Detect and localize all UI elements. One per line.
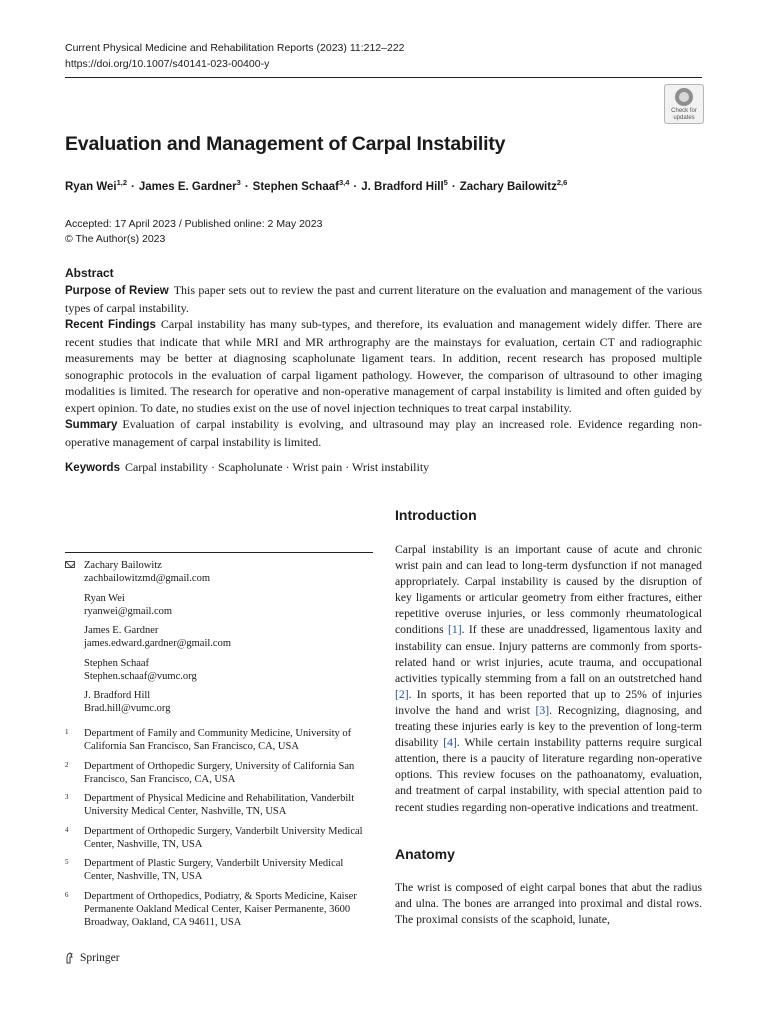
affiliation-item bbox=[65, 792, 375, 818]
affiliation-number: 4 bbox=[65, 825, 69, 834]
affiliation-text: Department of Plastic Surgery, Vanderbilt University Medical Center, Nashville, TN, USA bbox=[84, 858, 344, 882]
author-affiliation-marker: 5 bbox=[443, 178, 448, 187]
correspondence-email[interactable]: Brad.hill@vumc.org bbox=[84, 703, 171, 714]
findings-label: Recent Findings bbox=[65, 319, 156, 331]
correspondence-name: James E. Gardner bbox=[84, 625, 159, 636]
keywords-label: Keywords bbox=[65, 462, 120, 474]
introduction-body: Carpal instability is an important cause of acute and chronic wrist pain and can lead to long-term dysfunction if not managed appropriately. Carpal instability is caused by the disruption of key ligaments or articular geometry from either fractures, either repetitive overuse injuries, or less commonly rheumatological conditions [1]. If these are unaddressed, ligamentous laxity and instability can ensue. Injury patterns are commonly from sports-related hand or wrist injuries, acute trauma, and occupational activities typically stemming from a fall on an outstretched hand [2]. In sports, it has been reported that up to 25% of injuries involve the hand and wrist [3]. Recognizing, diagnosing, and treating these injuries early is key to the prevention of long-term disability [4]. While certain instability patterns require surgical attention, there is a paucity of literature regarding non-operative options. This review focuses on the pathoanatomy, evaluation, and treatment of carpal instability, with special attention paid to recent studies regarding non-operative indications and treatment. bbox=[395, 543, 702, 814]
correspondence-entry bbox=[65, 592, 375, 618]
summary-label: Summary bbox=[65, 419, 118, 431]
keywords-list: Carpal instability · Scapholunate · Wrist pain · Wrist instability bbox=[124, 460, 430, 474]
author-separator: · bbox=[353, 180, 358, 193]
author-name: J. Bradford Hill bbox=[361, 180, 444, 193]
affiliation-item bbox=[65, 890, 375, 929]
abstract-heading: Abstract bbox=[65, 266, 114, 280]
accepted-published-date: Accepted: 17 April 2023 / Published online: 2 May 2023 bbox=[65, 218, 323, 230]
correspondence-email[interactable]: ryanwei@gmail.com bbox=[84, 605, 173, 617]
doi-link[interactable]: https://doi.org/10.1007/s40141-023-00400-y bbox=[65, 58, 270, 70]
author-list bbox=[65, 178, 567, 193]
keywords bbox=[65, 460, 429, 475]
springer-horse-icon bbox=[65, 952, 74, 964]
correspondence-entry bbox=[65, 657, 375, 683]
publisher-name: Springer bbox=[80, 952, 120, 964]
affiliation-text: Department of Orthopedics, Podiatry, & Sports Medicine, Kaiser Permanente Oakland Medical Center, Kaiser Permanente, 3600 Broadway, Oakland, CA 94611, USA bbox=[84, 890, 357, 928]
author-separator: · bbox=[451, 180, 456, 193]
introduction-heading: Introduction bbox=[395, 507, 477, 523]
citation-link[interactable]: [1] bbox=[448, 623, 462, 637]
citation-link[interactable]: [2] bbox=[395, 687, 409, 701]
abstract-summary: Summary Evaluation of carpal instability is evolving, and ultrasound may play an increased role. Evidence regarding non-operative management of carpal instability is limited. bbox=[65, 417, 702, 449]
author-separator: · bbox=[244, 180, 249, 193]
citation-link[interactable]: [4] bbox=[443, 736, 457, 750]
anatomy-body: The wrist is composed of eight carpal bones that abut the radius and ulna. The bones are arranged into proximal and distal rows. The proximal consists of the scaphoid, lunate, bbox=[395, 881, 702, 927]
author-affiliation-marker: 1,2 bbox=[116, 178, 127, 187]
affiliation-number: 3 bbox=[65, 793, 69, 801]
purpose-label: Purpose of Review bbox=[65, 285, 169, 297]
author-name: Zachary Bailowitz bbox=[459, 180, 557, 193]
correspondence-email[interactable]: james.edward.gardner@gmail.com bbox=[84, 638, 231, 649]
correspondence-name: J. Bradford Hill bbox=[84, 690, 151, 701]
affiliation-text: Department of Physical Medicine and Rehabilitation, Vanderbilt University Medical Center, Nashville, TN, USA bbox=[84, 793, 355, 817]
affiliation-number: 1 bbox=[65, 728, 69, 736]
abstract-purpose: Purpose of Review This paper sets out to review the past and current literature on the evaluation and management of the various types of carpal instability. bbox=[65, 283, 703, 315]
journal-citation: Current Physical Medicine and Rehabilitation Reports (2023) 11:212–222 bbox=[65, 42, 405, 54]
badge-label: Check for updates bbox=[671, 108, 697, 121]
author-separator: · bbox=[131, 180, 135, 193]
correspondence-entry bbox=[65, 624, 375, 650]
affiliation-list bbox=[65, 727, 375, 935]
affiliation-text: Department of Orthopedic Surgery, Vanderbilt University Medical Center, Nashville, TN, USA bbox=[84, 825, 363, 850]
footnote-rule bbox=[65, 552, 373, 553]
author-name: Stephen Schaaf bbox=[252, 180, 339, 193]
abstract-findings: Recent Findings Carpal instability has many sub-types, and therefore, its evaluation and management widely differ. There are recent studies that indicate that while MRI and MR arthrography are the mainstays for evaluation, certain CT and radiographic measurements may be better at diagnosing scapholunate ligament tears. In addition, recent research has proposed multiple sonographic protocols in the evaluation of carpal ligament pathology. However, the comparison of ultrasound to other imaging modalities is limited. The research for operative and non-operative management of carpal instability is limited and often guided by expert opinion. To date, no studies exist on the use of novel injection techniques to treat carpal instability. bbox=[65, 317, 702, 415]
publication-dates bbox=[65, 217, 322, 246]
correspondence-entry bbox=[65, 559, 375, 585]
affiliation-number: 6 bbox=[65, 890, 69, 899]
author-name: Ryan Wei bbox=[65, 180, 117, 193]
article-title: Evaluation and Management of Carpal Instability bbox=[65, 133, 506, 155]
check-for-updates-badge[interactable] bbox=[664, 84, 704, 124]
correspondence-email[interactable]: Stephen.schaaf@vumc.org bbox=[84, 670, 197, 682]
citation-link[interactable]: [3] bbox=[535, 703, 550, 717]
journal-header bbox=[65, 40, 405, 72]
copyright-line: © The Author(s) 2023 bbox=[65, 232, 166, 245]
abstract-body bbox=[65, 282, 702, 450]
affiliation-item bbox=[65, 760, 375, 786]
anatomy-heading: Anatomy bbox=[395, 846, 455, 862]
author-affiliation-marker: 3 bbox=[236, 178, 241, 187]
correspondence-list bbox=[65, 559, 375, 722]
affiliation-number: 5 bbox=[65, 858, 69, 866]
correspondence-name: Stephen Schaaf bbox=[84, 657, 150, 669]
affiliation-number: 2 bbox=[65, 760, 69, 769]
header-rule bbox=[65, 77, 702, 78]
affiliation-item bbox=[65, 825, 375, 851]
publisher-footer bbox=[65, 952, 120, 964]
envelope-icon bbox=[65, 561, 75, 568]
affiliation-item bbox=[65, 857, 375, 883]
correspondence-name: Zachary Bailowitz bbox=[84, 560, 162, 571]
correspondence-email[interactable]: zachbailowitzmd@gmail.com bbox=[84, 573, 211, 584]
author-affiliation-marker: 3,4 bbox=[338, 178, 350, 187]
correspondence-entry bbox=[65, 689, 375, 715]
affiliation-text: Department of Orthopedic Surgery, University of California San Francisco, San Francisco, CA, USA bbox=[84, 760, 355, 785]
check-updates-icon bbox=[675, 88, 693, 106]
author-affiliation-marker: 2,6 bbox=[556, 178, 568, 187]
author-name: James E. Gardner bbox=[138, 180, 237, 193]
affiliation-item bbox=[65, 727, 375, 753]
affiliation-text: Department of Family and Community Medicine, University of California San Francisco, San Francisco, CA, USA bbox=[84, 728, 352, 752]
correspondence-name: Ryan Wei bbox=[84, 592, 125, 604]
